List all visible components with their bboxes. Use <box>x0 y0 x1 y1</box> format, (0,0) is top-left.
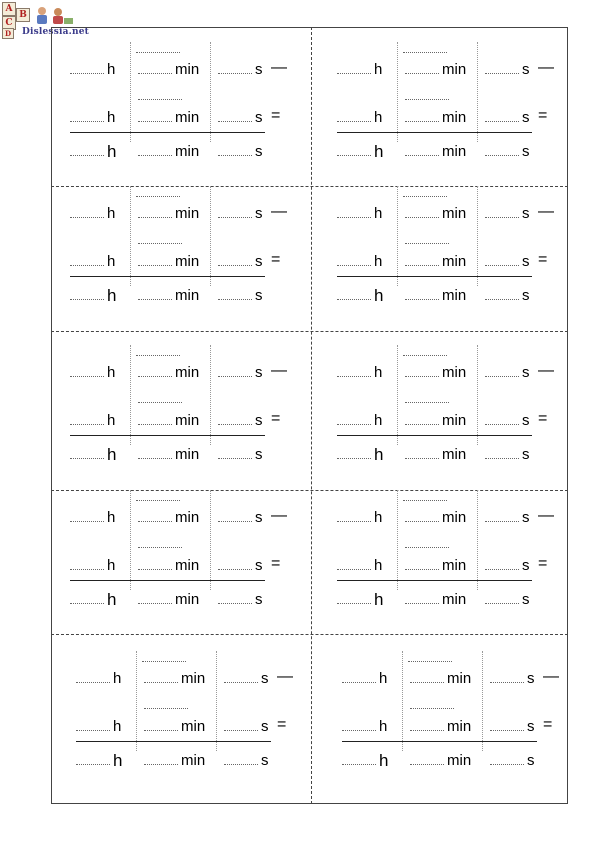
minutes-seconds-separator <box>477 490 478 590</box>
logo-site-name: Dislessia.net <box>22 27 89 37</box>
unit-hours-label: h <box>374 509 383 526</box>
operator-equals: = <box>538 107 548 124</box>
logo-letter-tile: D <box>2 28 14 39</box>
operator-equals: = <box>543 716 553 733</box>
unit-seconds-label: s <box>527 718 535 735</box>
unit-minutes-label: min <box>175 109 200 126</box>
time-row <box>337 284 572 304</box>
unit-seconds-label: s <box>255 205 263 222</box>
minutes-seconds-separator <box>210 345 211 445</box>
hours-minutes-separator <box>130 186 131 286</box>
borrow-box-top <box>403 499 447 501</box>
hours-minutes-separator <box>130 490 131 590</box>
time-row <box>70 202 305 222</box>
operator-minus: — <box>271 362 287 379</box>
unit-seconds-label: s <box>261 718 269 735</box>
time-row <box>337 361 572 381</box>
time-row <box>337 588 572 608</box>
unit-hours-label: h <box>107 109 116 126</box>
unit-seconds-label: s <box>255 364 263 381</box>
time-row <box>70 554 305 574</box>
borrow-box-top <box>136 499 180 501</box>
result-rule <box>70 132 265 133</box>
unit-minutes-label: min <box>442 509 467 526</box>
unit-hours-label: h <box>379 751 389 770</box>
hours-minutes-separator <box>130 345 131 445</box>
unit-hours-label: h <box>374 109 383 126</box>
borrow-box-top <box>403 51 447 53</box>
borrow-box-top <box>403 354 447 356</box>
unit-minutes-label: min <box>175 509 200 526</box>
operator-minus: — <box>271 203 287 220</box>
borrow-box-middle <box>138 546 182 548</box>
result-rule <box>337 276 532 277</box>
unit-seconds-label: s <box>522 61 530 78</box>
minutes-seconds-separator <box>216 651 217 751</box>
operator-equals: = <box>538 410 548 427</box>
unit-seconds-label: s <box>522 591 530 608</box>
unit-minutes-label: min <box>181 752 206 769</box>
unit-hours-label: h <box>107 557 116 574</box>
unit-seconds-label: s <box>522 143 530 160</box>
row-divider <box>51 634 568 635</box>
hours-minutes-separator <box>397 186 398 286</box>
borrow-box-middle <box>138 242 182 244</box>
unit-hours-label: h <box>107 590 117 609</box>
unit-minutes-label: min <box>442 591 467 608</box>
subtraction-exercise <box>342 651 577 771</box>
minutes-seconds-separator <box>482 651 483 751</box>
time-row <box>70 443 305 463</box>
borrow-box-middle <box>405 242 449 244</box>
time-row <box>76 749 311 769</box>
subtraction-exercise <box>70 345 305 465</box>
time-row <box>337 140 572 160</box>
time-row <box>337 250 572 270</box>
unit-hours-label: h <box>107 445 117 464</box>
unit-seconds-label: s <box>522 287 530 304</box>
unit-seconds-label: s <box>522 509 530 526</box>
unit-hours-label: h <box>374 61 383 78</box>
unit-seconds-label: s <box>261 752 269 769</box>
unit-minutes-label: min <box>442 287 467 304</box>
unit-minutes-label: min <box>442 557 467 574</box>
operator-minus: — <box>538 203 554 220</box>
unit-seconds-label: s <box>522 412 530 429</box>
unit-hours-label: h <box>107 142 117 161</box>
result-rule <box>70 276 265 277</box>
operator-equals: = <box>271 555 281 572</box>
unit-seconds-label: s <box>527 670 535 687</box>
unit-minutes-label: min <box>175 61 200 78</box>
result-rule <box>337 435 532 436</box>
logo-letter-tile: A <box>2 2 16 16</box>
hours-minutes-separator <box>397 345 398 445</box>
unit-minutes-label: min <box>442 143 467 160</box>
time-row <box>70 506 305 526</box>
unit-hours-label: h <box>379 670 388 687</box>
unit-hours-label: h <box>374 557 383 574</box>
unit-seconds-label: s <box>522 446 530 463</box>
unit-hours-label: h <box>374 205 383 222</box>
minutes-seconds-separator <box>477 186 478 286</box>
result-rule <box>76 741 271 742</box>
subtraction-exercise <box>70 490 305 610</box>
time-row <box>70 588 305 608</box>
result-rule <box>337 132 532 133</box>
unit-minutes-label: min <box>181 670 206 687</box>
unit-hours-label: h <box>113 718 122 735</box>
subtraction-exercise <box>337 42 572 162</box>
borrow-box-middle <box>144 707 188 709</box>
unit-seconds-label: s <box>255 509 263 526</box>
time-row <box>337 106 572 126</box>
time-row <box>70 140 305 160</box>
operator-minus: — <box>538 507 554 524</box>
unit-hours-label: h <box>107 412 116 429</box>
operator-equals: = <box>271 410 281 427</box>
unit-minutes-label: min <box>181 718 206 735</box>
borrow-box-top <box>408 660 452 662</box>
unit-hours-label: h <box>113 670 122 687</box>
unit-minutes-label: min <box>175 287 200 304</box>
unit-seconds-label: s <box>255 412 263 429</box>
row-divider <box>51 331 568 332</box>
time-row <box>342 667 577 687</box>
operator-equals: = <box>538 251 548 268</box>
unit-minutes-label: min <box>175 364 200 381</box>
operator-minus: — <box>543 668 559 685</box>
hours-minutes-separator <box>397 490 398 590</box>
operator-equals: = <box>538 555 548 572</box>
unit-hours-label: h <box>374 286 384 305</box>
minutes-seconds-separator <box>477 345 478 445</box>
unit-hours-label: h <box>107 61 116 78</box>
unit-minutes-label: min <box>175 205 200 222</box>
logo-letter-tile: B <box>16 8 30 22</box>
unit-seconds-label: s <box>255 591 263 608</box>
subtraction-exercise <box>337 186 572 306</box>
borrow-box-top <box>142 660 186 662</box>
operator-equals: = <box>271 107 281 124</box>
unit-hours-label: h <box>107 364 116 381</box>
time-row <box>337 202 572 222</box>
unit-seconds-label: s <box>527 752 535 769</box>
hours-minutes-separator <box>397 42 398 142</box>
unit-seconds-label: s <box>522 557 530 574</box>
unit-seconds-label: s <box>255 557 263 574</box>
unit-hours-label: h <box>379 718 388 735</box>
unit-minutes-label: min <box>175 412 200 429</box>
borrow-box-middle <box>405 546 449 548</box>
unit-minutes-label: min <box>175 253 200 270</box>
unit-minutes-label: min <box>175 446 200 463</box>
operator-equals: = <box>277 716 287 733</box>
subtraction-exercise <box>337 490 572 610</box>
time-row <box>70 106 305 126</box>
unit-seconds-label: s <box>522 109 530 126</box>
time-row <box>70 409 305 429</box>
result-rule <box>337 580 532 581</box>
borrow-box-middle <box>138 401 182 403</box>
borrow-box-top <box>136 195 180 197</box>
unit-hours-label: h <box>113 751 123 770</box>
unit-seconds-label: s <box>255 446 263 463</box>
unit-hours-label: h <box>107 509 116 526</box>
unit-seconds-label: s <box>522 253 530 270</box>
unit-minutes-label: min <box>442 364 467 381</box>
operator-minus: — <box>271 507 287 524</box>
time-row <box>70 284 305 304</box>
subtraction-exercise <box>337 345 572 465</box>
unit-minutes-label: min <box>175 143 200 160</box>
unit-hours-label: h <box>374 142 384 161</box>
operator-minus: — <box>277 668 293 685</box>
time-row <box>337 506 572 526</box>
unit-hours-label: h <box>107 286 117 305</box>
unit-minutes-label: min <box>175 557 200 574</box>
time-row <box>342 749 577 769</box>
hours-minutes-separator <box>136 651 137 751</box>
borrow-box-top <box>403 195 447 197</box>
result-rule <box>70 435 265 436</box>
unit-hours-label: h <box>374 412 383 429</box>
borrow-box-middle <box>405 401 449 403</box>
unit-minutes-label: min <box>442 412 467 429</box>
time-row <box>337 443 572 463</box>
unit-minutes-label: min <box>175 591 200 608</box>
result-rule <box>70 580 265 581</box>
borrow-box-middle <box>410 707 454 709</box>
unit-minutes-label: min <box>442 61 467 78</box>
unit-minutes-label: min <box>447 670 472 687</box>
logo-letter-tile: C <box>2 16 16 30</box>
unit-minutes-label: min <box>447 752 472 769</box>
unit-minutes-label: min <box>442 109 467 126</box>
borrow-box-middle <box>138 98 182 100</box>
unit-seconds-label: s <box>522 364 530 381</box>
operator-minus: — <box>538 362 554 379</box>
unit-seconds-label: s <box>255 253 263 270</box>
unit-hours-label: h <box>374 445 384 464</box>
time-row <box>337 554 572 574</box>
unit-minutes-label: min <box>447 718 472 735</box>
unit-seconds-label: s <box>255 61 263 78</box>
unit-seconds-label: s <box>255 109 263 126</box>
borrow-box-top <box>136 354 180 356</box>
subtraction-exercise <box>70 42 305 162</box>
borrow-box-middle <box>405 98 449 100</box>
subtraction-exercise <box>70 186 305 306</box>
unit-seconds-label: s <box>261 670 269 687</box>
minutes-seconds-separator <box>210 186 211 286</box>
logo-children-icon <box>34 6 74 26</box>
time-row <box>76 667 311 687</box>
unit-hours-label: h <box>107 253 116 270</box>
subtraction-exercise <box>76 651 311 771</box>
hours-minutes-separator <box>402 651 403 751</box>
borrow-box-top <box>136 51 180 53</box>
time-row <box>337 409 572 429</box>
minutes-seconds-separator <box>477 42 478 142</box>
unit-minutes-label: min <box>442 446 467 463</box>
unit-hours-label: h <box>107 205 116 222</box>
operator-equals: = <box>271 251 281 268</box>
time-row <box>337 58 572 78</box>
result-rule <box>342 741 537 742</box>
time-row <box>70 250 305 270</box>
unit-hours-label: h <box>374 253 383 270</box>
time-row <box>76 715 311 735</box>
minutes-seconds-separator <box>210 42 211 142</box>
unit-minutes-label: min <box>442 205 467 222</box>
hours-minutes-separator <box>130 42 131 142</box>
column-divider <box>311 27 312 804</box>
operator-minus: — <box>538 59 554 76</box>
time-row <box>70 58 305 78</box>
unit-seconds-label: s <box>255 143 263 160</box>
unit-hours-label: h <box>374 590 384 609</box>
time-row <box>70 361 305 381</box>
unit-seconds-label: s <box>255 287 263 304</box>
unit-minutes-label: min <box>442 253 467 270</box>
operator-minus: — <box>271 59 287 76</box>
unit-hours-label: h <box>374 364 383 381</box>
unit-seconds-label: s <box>522 205 530 222</box>
time-row <box>342 715 577 735</box>
minutes-seconds-separator <box>210 490 211 590</box>
